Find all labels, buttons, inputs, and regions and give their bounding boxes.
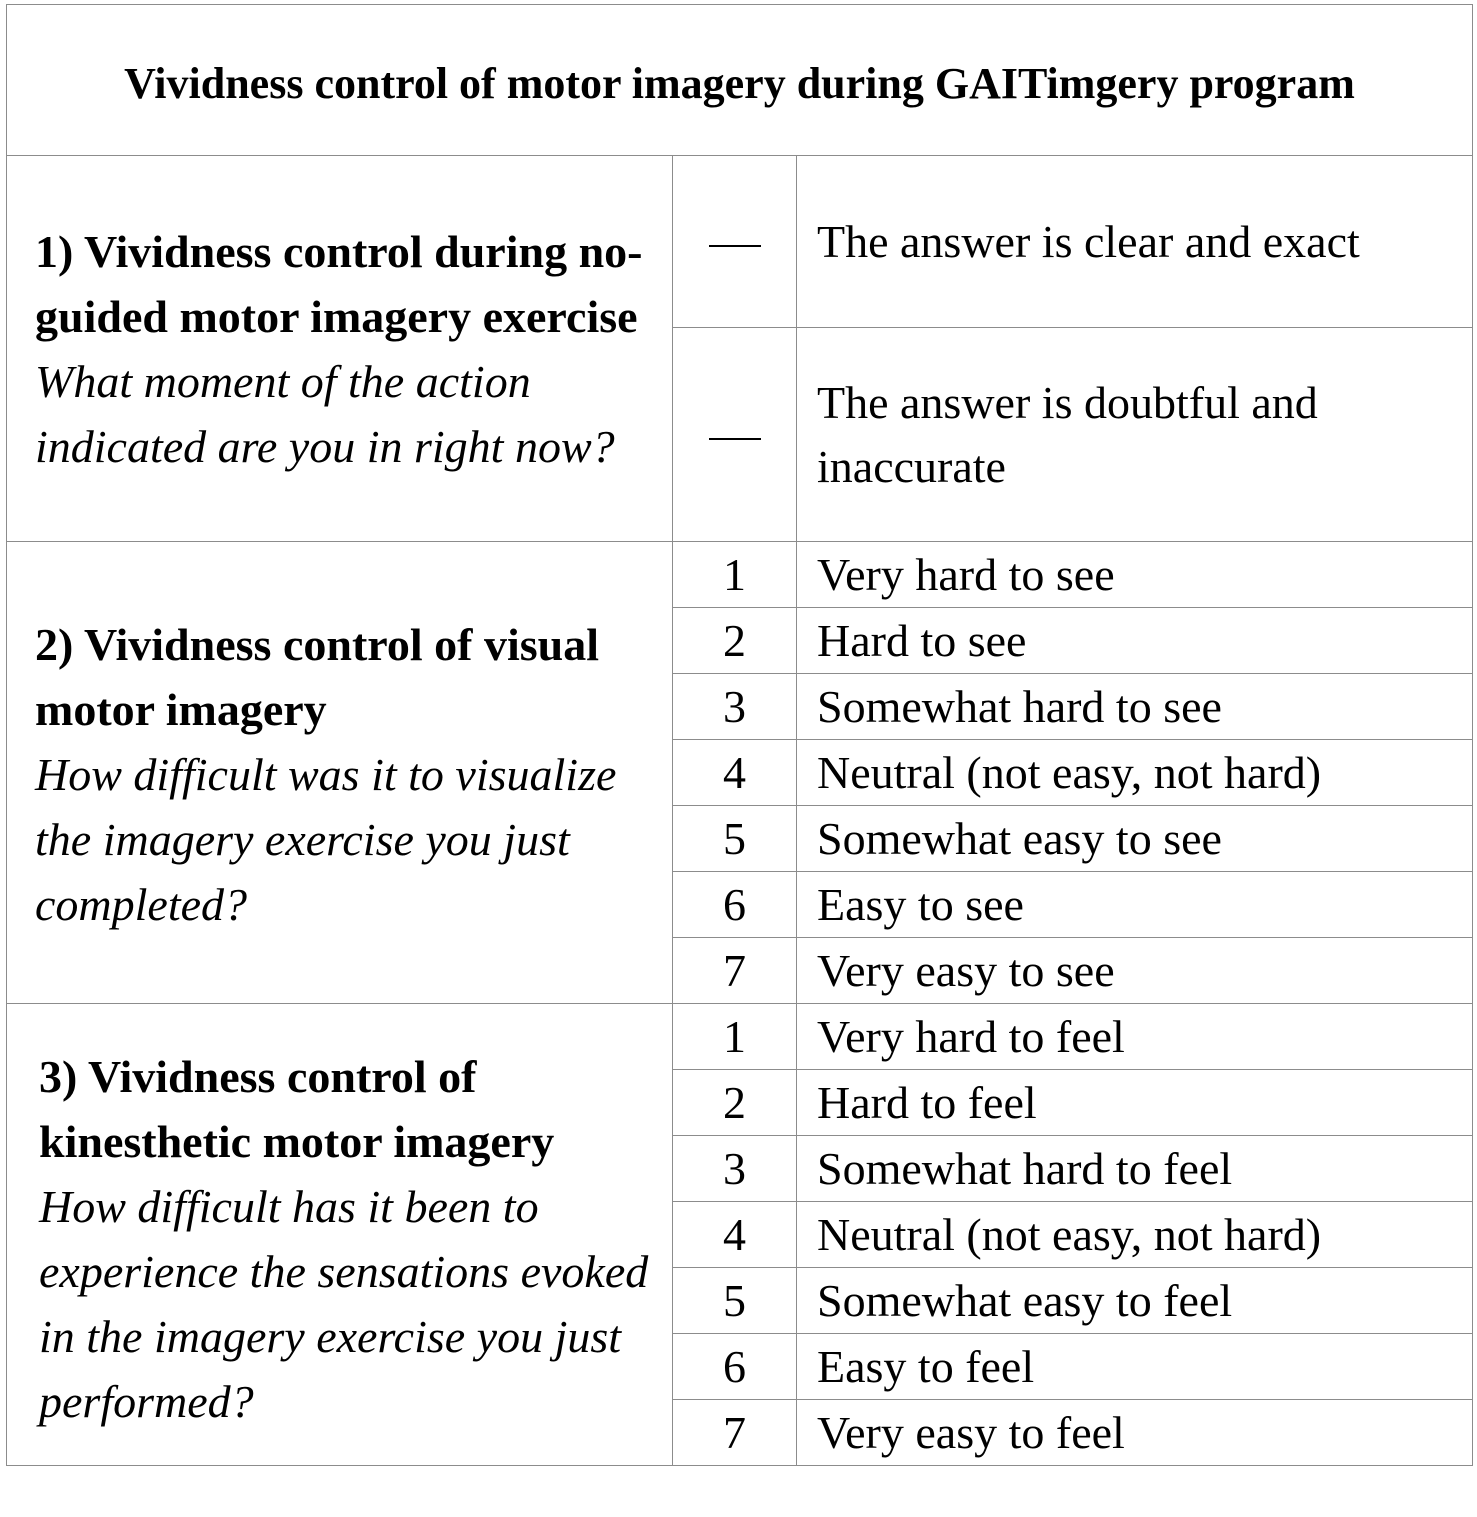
option-code: 3 bbox=[673, 1136, 797, 1202]
dash-mark bbox=[709, 438, 761, 440]
section-2-heading: 2) Vividness control of visual motor imagery bbox=[35, 619, 599, 735]
option-label: Hard to feel bbox=[797, 1070, 1473, 1136]
option-code: 1 bbox=[673, 542, 797, 608]
option-label: Somewhat easy to see bbox=[797, 806, 1473, 872]
option-code: 4 bbox=[673, 1202, 797, 1268]
option-code: 7 bbox=[673, 938, 797, 1004]
section-1-question bbox=[7, 156, 673, 542]
table-title: Vividness control of motor imagery during GAITimgery program bbox=[7, 5, 1473, 156]
option-code bbox=[673, 156, 797, 328]
option-label: Very hard to feel bbox=[797, 1004, 1473, 1070]
table-row bbox=[7, 156, 1473, 328]
option-code: 6 bbox=[673, 872, 797, 938]
option-code: 4 bbox=[673, 740, 797, 806]
option-label: Neutral (not easy, not hard) bbox=[797, 1202, 1473, 1268]
section-3-heading: 3) Vividness control of kinesthetic motor imagery bbox=[39, 1051, 555, 1167]
option-code: 7 bbox=[673, 1400, 797, 1466]
table-row bbox=[7, 542, 1473, 608]
section-1-prompt: What moment of the action indicated are you in right now? bbox=[35, 355, 615, 472]
option-label: Somewhat hard to see bbox=[797, 674, 1473, 740]
option-code bbox=[673, 328, 797, 542]
option-label: Somewhat hard to feel bbox=[797, 1136, 1473, 1202]
dash-mark bbox=[709, 245, 761, 247]
option-code: 5 bbox=[673, 1268, 797, 1334]
option-label: Somewhat easy to feel bbox=[797, 1268, 1473, 1334]
option-code: 2 bbox=[673, 1070, 797, 1136]
option-label: Easy to see bbox=[797, 872, 1473, 938]
option-label: The answer is clear and exact bbox=[797, 156, 1473, 328]
option-code: 3 bbox=[673, 674, 797, 740]
option-label: Neutral (not easy, not hard) bbox=[797, 740, 1473, 806]
table-row bbox=[7, 1004, 1473, 1070]
option-label: Very hard to see bbox=[797, 542, 1473, 608]
section-1-heading: 1) Vividness control during no-guided motor imagery exercise bbox=[35, 225, 643, 342]
option-label: Very easy to feel bbox=[797, 1400, 1473, 1466]
option-label: Easy to feel bbox=[797, 1334, 1473, 1400]
option-code: 5 bbox=[673, 806, 797, 872]
section-3-prompt: How difficult has it been to experience the sensations evoked in the imagery exercise you just performed? bbox=[39, 1181, 649, 1427]
section-2-prompt: How difficult was it to visualize the imagery exercise you just completed? bbox=[35, 749, 617, 930]
vividness-scale-table bbox=[6, 4, 1473, 1466]
option-label: Hard to see bbox=[797, 608, 1473, 674]
option-label: The answer is doubtful and inaccurate bbox=[797, 328, 1473, 542]
option-code: 6 bbox=[673, 1334, 797, 1400]
option-code: 2 bbox=[673, 608, 797, 674]
section-2-question bbox=[7, 542, 673, 1004]
option-label: Very easy to see bbox=[797, 938, 1473, 1004]
section-3-question bbox=[7, 1004, 673, 1466]
option-code: 1 bbox=[673, 1004, 797, 1070]
